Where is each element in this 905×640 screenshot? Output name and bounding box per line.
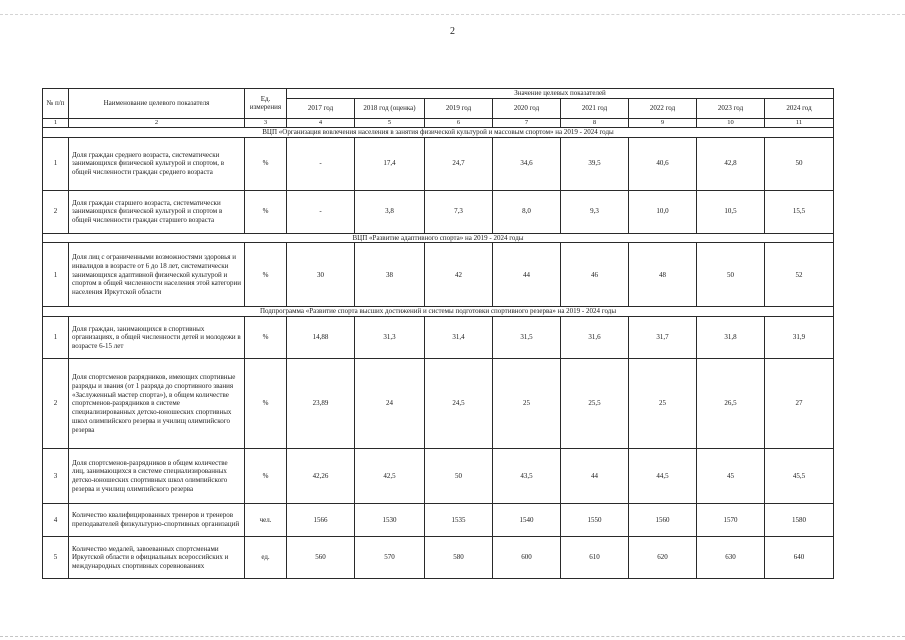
indicator-value: 50 (697, 243, 765, 307)
indicator-name: Количество квалифицированных тренеров и тренеров преподавателей физкультурно-спортивных организаций (69, 504, 245, 537)
column-number: 10 (697, 118, 765, 127)
row-number: 1 (43, 317, 69, 359)
indicator-name: Доля граждан, занимающихся в спортивных организациях, в общей численности детей и молодежи в возрасте 6-15 лет (69, 317, 245, 359)
indicator-value: 42,8 (697, 137, 765, 190)
header-year: 2022 год (629, 98, 697, 118)
header-values-group: Значение целевых показателей (287, 89, 834, 99)
row-number: 4 (43, 504, 69, 537)
column-number: 4 (287, 118, 355, 127)
section-title: ВЦП «Развитие адаптивного спорта» на 2019 - 2024 годы (43, 233, 834, 243)
indicator-value: 45 (697, 449, 765, 504)
scan-top-edge (0, 14, 905, 16)
row-number: 3 (43, 449, 69, 504)
header-unit: Ед. измерения (245, 89, 287, 119)
indicator-row (43, 190, 834, 233)
row-number: 5 (43, 537, 69, 579)
indicator-value: 24,7 (425, 137, 493, 190)
indicator-value: 580 (425, 537, 493, 579)
indicator-row (43, 137, 834, 190)
indicator-value: 39,5 (561, 137, 629, 190)
indicator-value: - (287, 190, 355, 233)
indicator-value: 24,5 (425, 359, 493, 449)
indicator-name: Доля граждан старшего возраста, систематически занимающихся физической культурой и спортом в общей численности граждан старшего возраста (69, 190, 245, 233)
indicator-value: 570 (355, 537, 425, 579)
indicator-row (43, 504, 834, 537)
header-year: 2019 год (425, 98, 493, 118)
indicator-value: 48 (629, 243, 697, 307)
column-number-row (43, 118, 834, 127)
indicator-value: 1535 (425, 504, 493, 537)
column-number: 11 (765, 118, 834, 127)
column-number: 7 (493, 118, 561, 127)
indicator-value: 1540 (493, 504, 561, 537)
indicator-name: Доля спортсменов разрядников, имеющих спортивные разряды и звания (от 1 разряда до спортивного звания «Заслуженный мастер спорта»), в общем количестве спортсменов-разрядников в системе специализированных детско-юношеских спортивных школ олимпийского резерва и училищ олимпийского резерва (69, 359, 245, 449)
indicator-value: 31,8 (697, 317, 765, 359)
indicator-value: 640 (765, 537, 834, 579)
indicator-value: 50 (765, 137, 834, 190)
indicator-value: 30 (287, 243, 355, 307)
indicator-value: 27 (765, 359, 834, 449)
header-year: 2021 год (561, 98, 629, 118)
indicator-row (43, 243, 834, 307)
indicator-value: 42,26 (287, 449, 355, 504)
header-year: 2018 год (оценка) (355, 98, 425, 118)
indicator-value: 42,5 (355, 449, 425, 504)
indicator-value: 10,5 (697, 190, 765, 233)
header-year: 2023 год (697, 98, 765, 118)
indicator-row (43, 449, 834, 504)
indicator-name: Доля спортсменов-разрядников в общем количестве лиц, занимающихся в системе специализированных детско-юношеских спортивных школ олимпийского резерва и училищ олимпийского резерва (69, 449, 245, 504)
indicator-value: 44 (493, 243, 561, 307)
indicator-value: 1570 (697, 504, 765, 537)
row-number: 1 (43, 243, 69, 307)
indicator-row (43, 537, 834, 579)
unit: % (245, 359, 287, 449)
indicator-value: 31,6 (561, 317, 629, 359)
indicator-value: 34,6 (493, 137, 561, 190)
target-indicators-table (42, 88, 834, 579)
indicator-value: 25 (493, 359, 561, 449)
indicator-value: 620 (629, 537, 697, 579)
indicator-value: 1566 (287, 504, 355, 537)
header-year: 2017 год (287, 98, 355, 118)
indicator-value: 7,3 (425, 190, 493, 233)
indicator-value: 23,89 (287, 359, 355, 449)
row-number: 2 (43, 359, 69, 449)
indicator-value: 40,6 (629, 137, 697, 190)
indicator-value: 9,3 (561, 190, 629, 233)
indicator-value: 31,5 (493, 317, 561, 359)
indicator-value: 46 (561, 243, 629, 307)
indicator-value: 14,88 (287, 317, 355, 359)
indicator-value: 1580 (765, 504, 834, 537)
indicator-value: 610 (561, 537, 629, 579)
section-header-row (43, 127, 834, 137)
indicator-value: 50 (425, 449, 493, 504)
indicator-value: 31,4 (425, 317, 493, 359)
unit: % (245, 137, 287, 190)
column-number: 5 (355, 118, 425, 127)
column-number: 8 (561, 118, 629, 127)
indicator-value: - (287, 137, 355, 190)
section-header-row (43, 307, 834, 317)
scan-bottom-edge (0, 636, 905, 638)
indicator-value: 43,5 (493, 449, 561, 504)
unit: % (245, 449, 287, 504)
header-row-group (43, 89, 834, 99)
indicator-value: 52 (765, 243, 834, 307)
indicator-name: Доля лиц с ограниченными возможностями здоровья и инвалидов в возрасте от 6 до 18 лет, систематически занимающихся адаптивной физической культурой и спортом в общей численности населения этой категории населения Иркутской области (69, 243, 245, 307)
column-number: 9 (629, 118, 697, 127)
unit: % (245, 317, 287, 359)
indicator-value: 25 (629, 359, 697, 449)
section-title: ВЦП «Организация вовлечения населения в занятия физической культурой и массовым спортом» на 2019 - 2024 годы (43, 127, 834, 137)
indicator-value: 3,8 (355, 190, 425, 233)
unit: % (245, 243, 287, 307)
indicator-value: 600 (493, 537, 561, 579)
indicator-value: 1530 (355, 504, 425, 537)
header-year: 2020 год (493, 98, 561, 118)
indicator-value: 24 (355, 359, 425, 449)
unit: чел. (245, 504, 287, 537)
section-header-row (43, 233, 834, 243)
row-number: 2 (43, 190, 69, 233)
indicator-value: 44 (561, 449, 629, 504)
indicator-value: 15,5 (765, 190, 834, 233)
section-title: Подпрограмма «Развитие спорта высших достижений и системы подготовки спортивного резерва» на 2019 - 2024 годы (43, 307, 834, 317)
column-number: 2 (69, 118, 245, 127)
header-name: Наименование целевого показателя (69, 89, 245, 119)
header-num: № п/п (43, 89, 69, 119)
indicator-value: 10,0 (629, 190, 697, 233)
indicator-value: 25,5 (561, 359, 629, 449)
unit: % (245, 190, 287, 233)
indicator-value: 44,5 (629, 449, 697, 504)
indicator-name: Количество медалей, завоеванных спортсменами Иркутской области в официальных всероссийских и международных спортивных соревнованиях (69, 537, 245, 579)
indicator-row (43, 359, 834, 449)
column-number: 3 (245, 118, 287, 127)
indicator-value: 42 (425, 243, 493, 307)
column-number: 6 (425, 118, 493, 127)
indicator-value: 630 (697, 537, 765, 579)
indicator-value: 31,7 (629, 317, 697, 359)
page-number: 2 (450, 26, 455, 37)
indicator-value: 26,5 (697, 359, 765, 449)
unit: ед. (245, 537, 287, 579)
indicator-name: Доля граждан среднего возраста, систематически занимающихся физической культурой и спортом, в общей численности граждан среднего возраста (69, 137, 245, 190)
column-number: 1 (43, 118, 69, 127)
header-year: 2024 год (765, 98, 834, 118)
indicator-value: 31,9 (765, 317, 834, 359)
indicator-value: 8,0 (493, 190, 561, 233)
indicator-value: 1560 (629, 504, 697, 537)
row-number: 1 (43, 137, 69, 190)
indicator-row (43, 317, 834, 359)
indicator-value: 45,5 (765, 449, 834, 504)
indicator-value: 560 (287, 537, 355, 579)
indicator-value: 1550 (561, 504, 629, 537)
indicator-value: 38 (355, 243, 425, 307)
indicator-value: 17,4 (355, 137, 425, 190)
indicator-value: 31,3 (355, 317, 425, 359)
